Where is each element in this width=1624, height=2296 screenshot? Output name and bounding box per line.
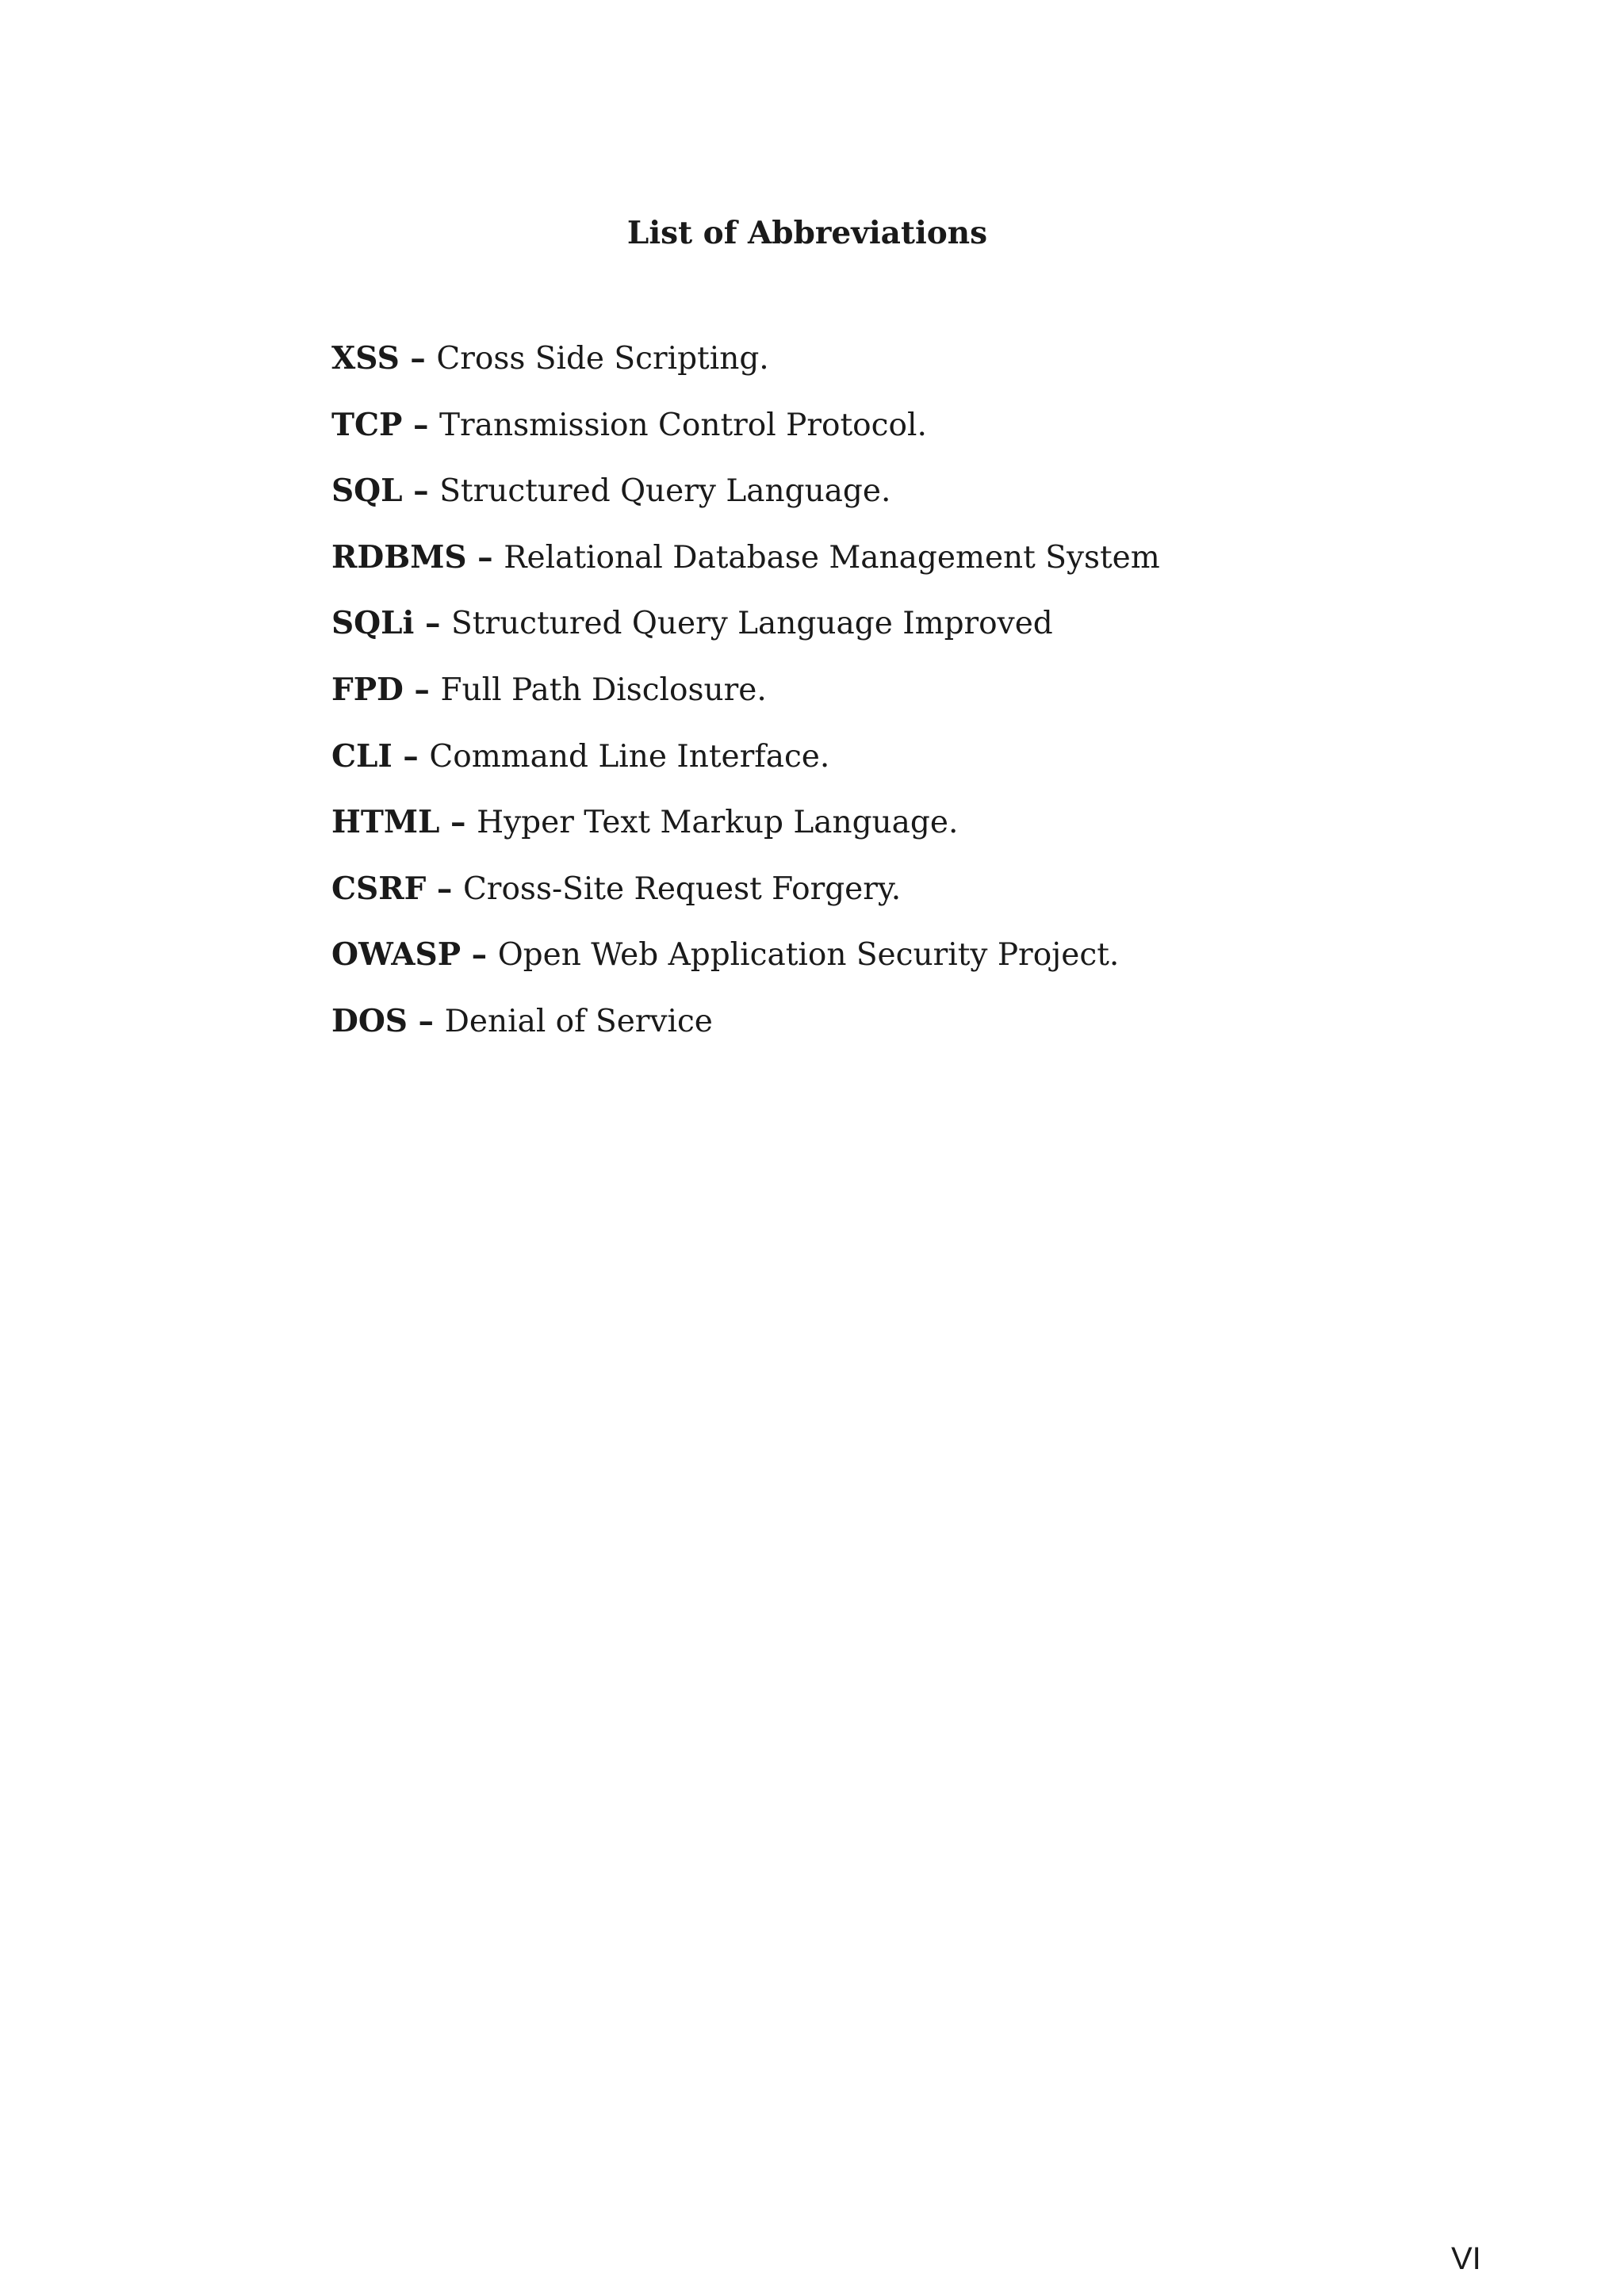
abbreviation-entry: [331, 798, 1160, 865]
abbreviation-entry: [331, 865, 1160, 932]
abbreviation-definition: Hyper Text Markup Language.: [477, 805, 959, 841]
abbreviation-term: RDBMS: [331, 538, 467, 576]
abbreviation-definition: Structured Query Language Improved: [451, 606, 1053, 642]
abbreviation-entry: [331, 666, 1160, 733]
abbreviation-term: DOS: [331, 1002, 408, 1039]
abbreviation-separator: –: [426, 870, 463, 907]
abbreviation-entry: [331, 997, 1160, 1064]
abbreviation-term: XSS: [331, 340, 400, 377]
abbreviation-separator: –: [402, 473, 440, 510]
abbreviation-separator: –: [461, 936, 498, 974]
abbreviation-separator: –: [407, 1002, 445, 1039]
abbreviation-entry: [331, 401, 1160, 468]
abbreviation-separator: –: [439, 804, 477, 841]
abbreviation-term: CSRF: [331, 870, 427, 907]
abbreviation-term: CLI: [331, 737, 393, 775]
abbreviation-term: OWASP: [331, 936, 462, 974]
abbreviation-definition: Transmission Control Protocol.: [439, 407, 927, 443]
abbreviation-term: SQL: [331, 473, 403, 510]
abbreviation-definition: Open Web Application Security Project.: [497, 937, 1120, 974]
abbreviation-definition: Structured Query Language.: [439, 473, 891, 510]
abbreviation-definition: Command Line Interface.: [429, 738, 830, 775]
abbreviation-term: FPD: [331, 671, 404, 708]
abbreviation-entry: [331, 534, 1160, 600]
page-number: VI: [1451, 2241, 1481, 2276]
abbreviation-entry: [331, 733, 1160, 799]
abbreviation-separator: –: [414, 605, 452, 642]
abbreviation-separator: –: [466, 538, 504, 576]
abbreviation-entry: [331, 931, 1160, 997]
abbreviation-separator: –: [392, 737, 430, 775]
abbreviation-definition: Relational Database Management System: [504, 539, 1160, 576]
abbreviation-separator: –: [403, 671, 441, 708]
abbreviation-entry: [331, 599, 1160, 666]
abbreviation-term: SQLi: [331, 605, 415, 642]
abbreviation-definition: Denial of Service: [444, 1003, 713, 1039]
abbreviation-term: TCP: [331, 406, 403, 443]
abbreviation-separator: –: [399, 340, 437, 377]
abbreviation-entry: [331, 467, 1160, 534]
page-title: List of Abbreviations: [626, 215, 988, 251]
abbreviation-definition: Cross-Site Request Forgery.: [462, 871, 902, 907]
abbreviation-definition: Full Path Disclosure.: [440, 672, 767, 708]
abbreviation-definition: Cross Side Scripting.: [436, 341, 769, 377]
abbreviation-entry: [331, 335, 1160, 401]
abbreviation-term: HTML: [331, 804, 440, 841]
abbreviation-separator: –: [402, 406, 440, 443]
abbreviation-list: [331, 335, 1160, 1064]
